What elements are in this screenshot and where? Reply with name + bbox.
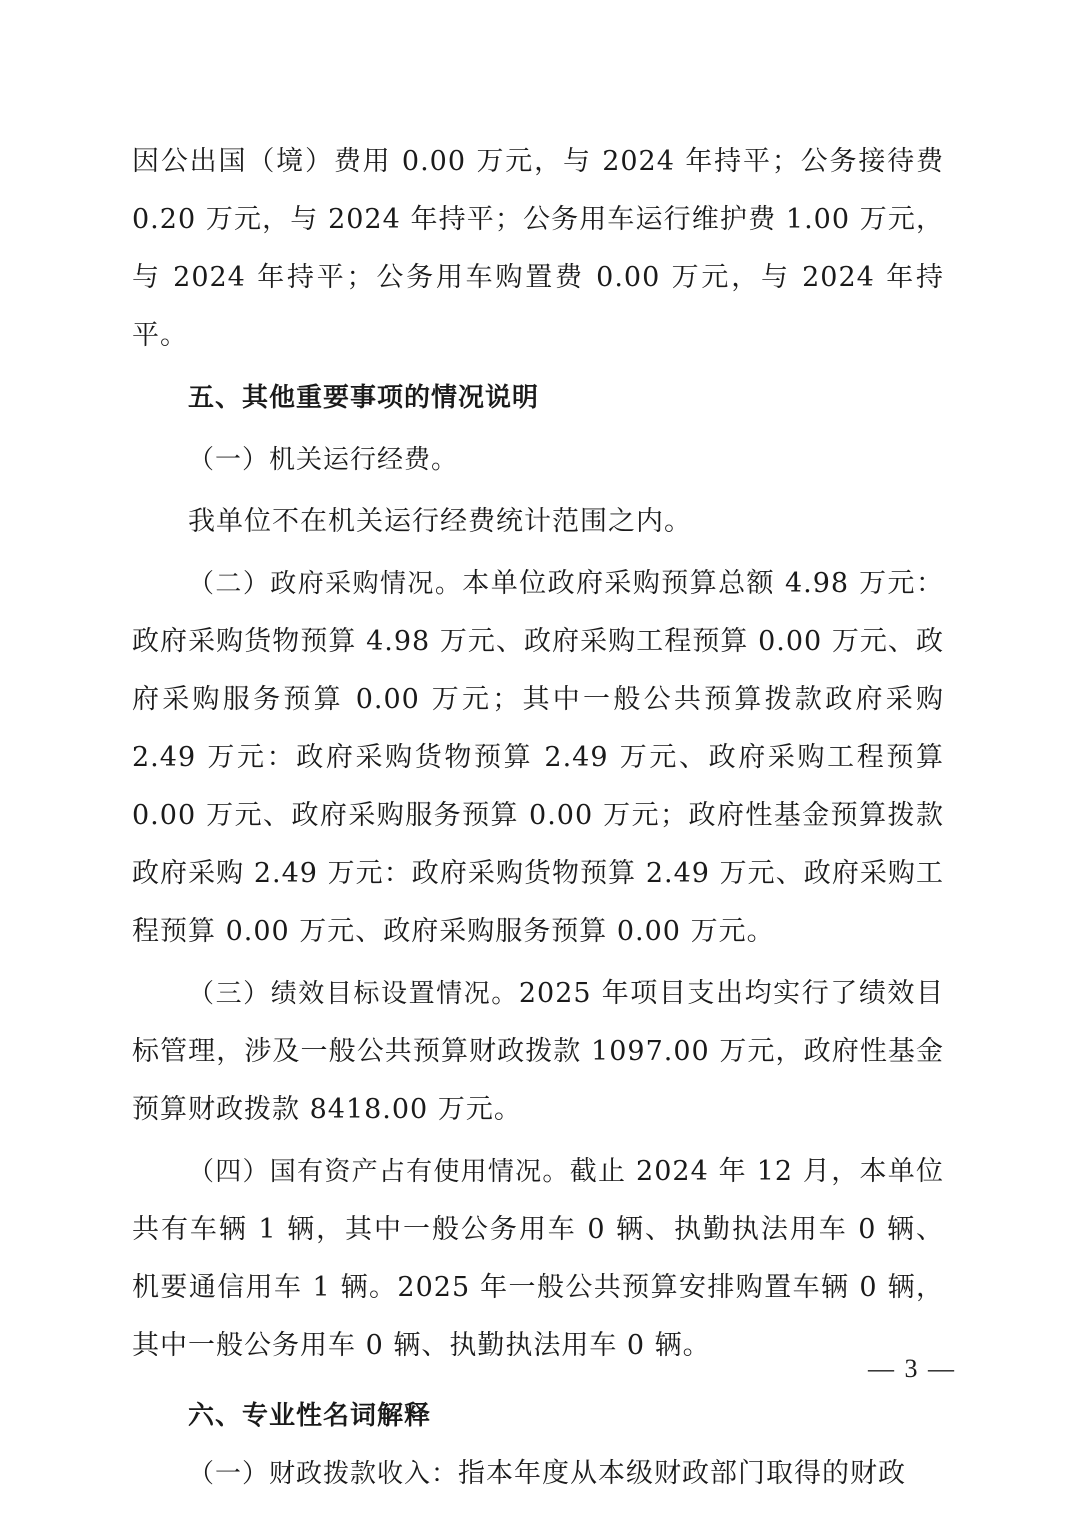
section-heading-5: 五、其他重要事项的情况说明 [188, 383, 540, 413]
term-1-body: 指本年度从本级财政部门取得的财政 [458, 1458, 907, 1489]
body-paragraph-3-expenses: 因公出国（境）费用 0.00 万元，与 2024 年持平；公务接待费 0.20 万元，与 2024 年持平；公务用车运行维护费 1.00 万元，与 2024 年持平；公务用车购置费 0.00 万元，与 2024 年持平。 [132, 146, 944, 351]
subsection-2 [132, 555, 944, 961]
subsection-3-title: （三）绩效目标设置情况。 [188, 979, 519, 1009]
subsection-4-body: 截止 2024 年 12 月，本单位共有车辆 1 辆，其中一般公务用车 0 辆、执勤执法用车 0 辆、机要通信用车 1 辆。2025 年一般公共预算安排购置车辆 0 辆，其中一般公务用车 0 辆、执勤执法用车 0 辆。 [132, 1156, 944, 1361]
term-1 [132, 1445, 944, 1503]
section-heading-6: 六、专业性名词解释 [188, 1401, 432, 1431]
subsection-2-title: （二）政府采购情况。 [188, 569, 463, 599]
subsection-4 [132, 1143, 944, 1375]
subsection-1 [132, 431, 944, 489]
subsection-4-title: （四）国有资产占有使用情况。 [188, 1157, 570, 1187]
page-number: — 3 — [868, 1354, 956, 1383]
subsection-2-body: 本单位政府采购预算总额 4.98 万元：政府采购货物预算 4.98 万元、政府采购工程预算 0.00 万元、政府采购服务预算 0.00 万元；其中一般公共预算拨款政府采购 2.49 万元：政府采购货物预算 2.49 万元、政府采购工程预算 0.00 万元、政府采购服务预算 0.00 万元；政府性基金预算拨款政府采购 2.49 万元：政府采购货物预算 2.49 万元、政府采购工程预算 0.00 万元、政府采购服务预算 0.00 万元。 [132, 568, 944, 947]
subsection-3 [132, 965, 944, 1139]
subsection-1-body: 我单位不在机关运行经费统计范围之内。 [188, 506, 692, 537]
subsection-3-body: 2025 年项目支出均实行了绩效目标管理，涉及一般公共预算财政拨款 1097.00 万元，政府性基金预算财政拨款 8418.00 万元。 [132, 978, 944, 1125]
term-1-title: （一）财政拨款收入： [188, 1459, 459, 1489]
subsection-1-title: （一）机关运行经费。 [188, 445, 459, 475]
document-page [132, 133, 944, 1503]
